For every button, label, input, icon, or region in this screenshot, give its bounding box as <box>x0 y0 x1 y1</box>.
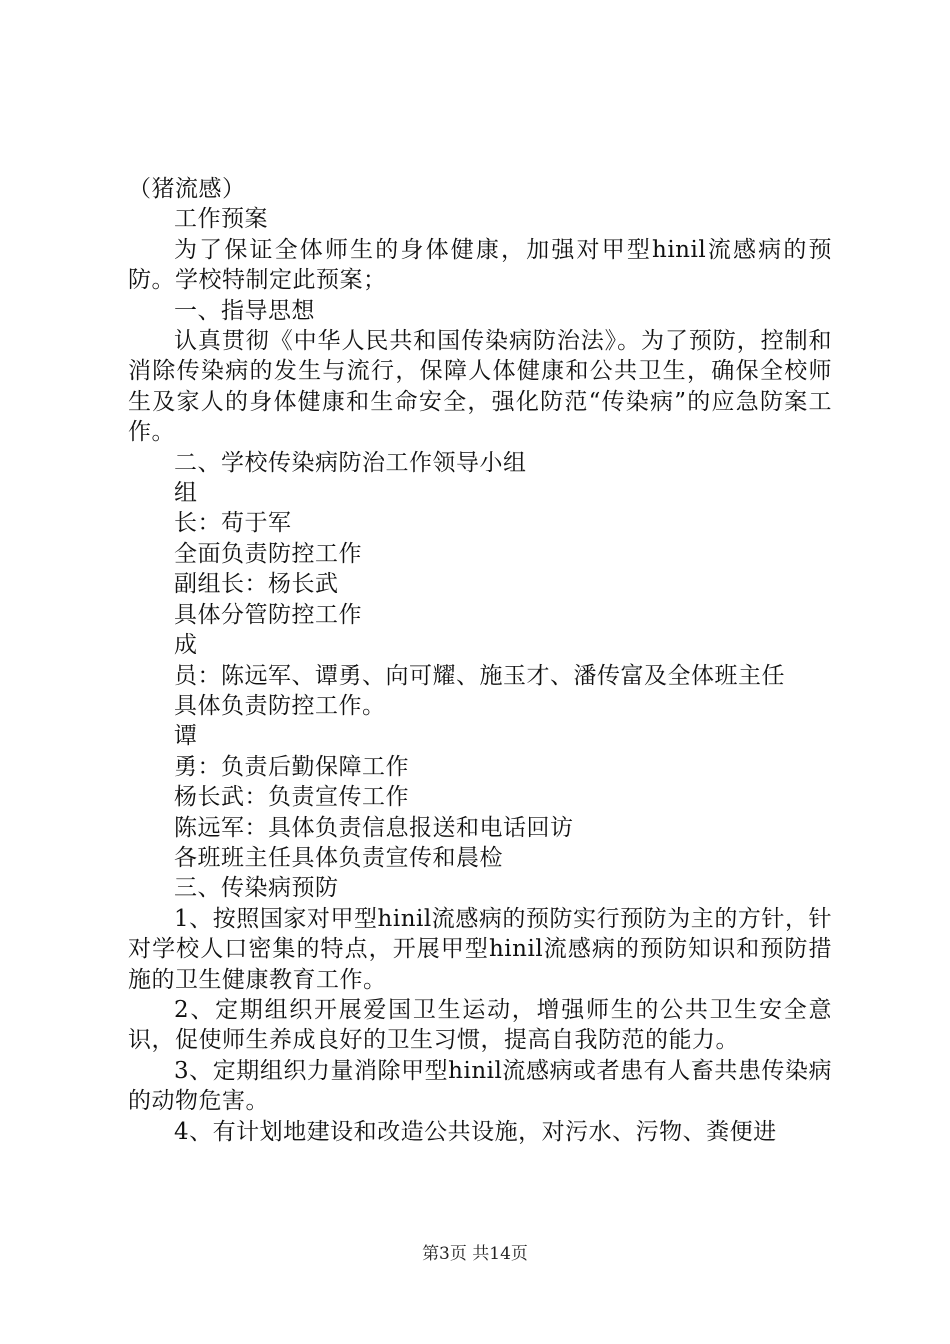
paragraph: 认真贯彻《中华人民共和国传染病防治法》。为了预防，控制和消除传染病的发生与流行，保障人体健康和公共卫生，确保全校师生及家人的身体健康和生命安全，强化防范“传染病”的应急防案工作。 <box>128 328 832 446</box>
paragraph: 组 <box>174 480 198 507</box>
paragraph: 一、指导思想 <box>174 297 315 324</box>
paragraph: （猪流感） <box>128 176 246 202</box>
paragraph: 具体分管防控工作 <box>174 601 362 628</box>
paragraph: 工作预案 <box>174 206 268 233</box>
paragraph: 谭 <box>174 723 198 750</box>
paragraph: 1、按照国家对甲型hinil流感病的预防实行预防为主的方针，针对学校人口密集的特点，开展甲型hinil流感病的预防知识和预防措施的卫生健康教育工作。 <box>128 905 832 993</box>
paragraph: 各班班主任具体负责宣传和晨检 <box>174 844 503 871</box>
paragraph: 副组长：杨长武 <box>174 571 339 598</box>
document-body <box>128 174 832 1147</box>
paragraph: 为了保证全体师生的身体健康，加强对甲型hinil流感病的预防。学校特制定此预案； <box>128 236 832 294</box>
paragraph: 全面负责防控工作 <box>174 540 362 567</box>
paragraph: 具体负责防控工作。 <box>174 692 386 719</box>
paragraph: 三、传染病预防 <box>174 875 339 902</box>
page-footer: 第3页 共14页 <box>422 1244 528 1264</box>
paragraph: 4、有计划地建设和改造公共设施，对污水、污物、粪便进 <box>174 1118 777 1145</box>
paragraph: 3、定期组织力量消除甲型hinil流感病或者患有人畜共患传染病的动物危害。 <box>128 1057 832 1115</box>
paragraph: 勇：负责后勤保障工作 <box>174 753 409 780</box>
paragraph: 陈远军：具体负责信息报送和电话回访 <box>174 814 574 841</box>
paragraph: 长：苟于军 <box>174 510 292 537</box>
paragraph: 2、定期组织开展爱国卫生运动，增强师生的公共卫生安全意识，促使师生养成良好的卫生习惯，提高自我防范的能力。 <box>128 996 832 1054</box>
paragraph: 员：陈远军、谭勇、向可耀、施玉才、潘传富及全体班主任 <box>174 662 785 689</box>
paragraph: 二、学校传染病防治工作领导小组 <box>174 449 527 476</box>
paragraph: 杨长武：负责宣传工作 <box>174 784 409 811</box>
paragraph: 成 <box>174 632 198 659</box>
